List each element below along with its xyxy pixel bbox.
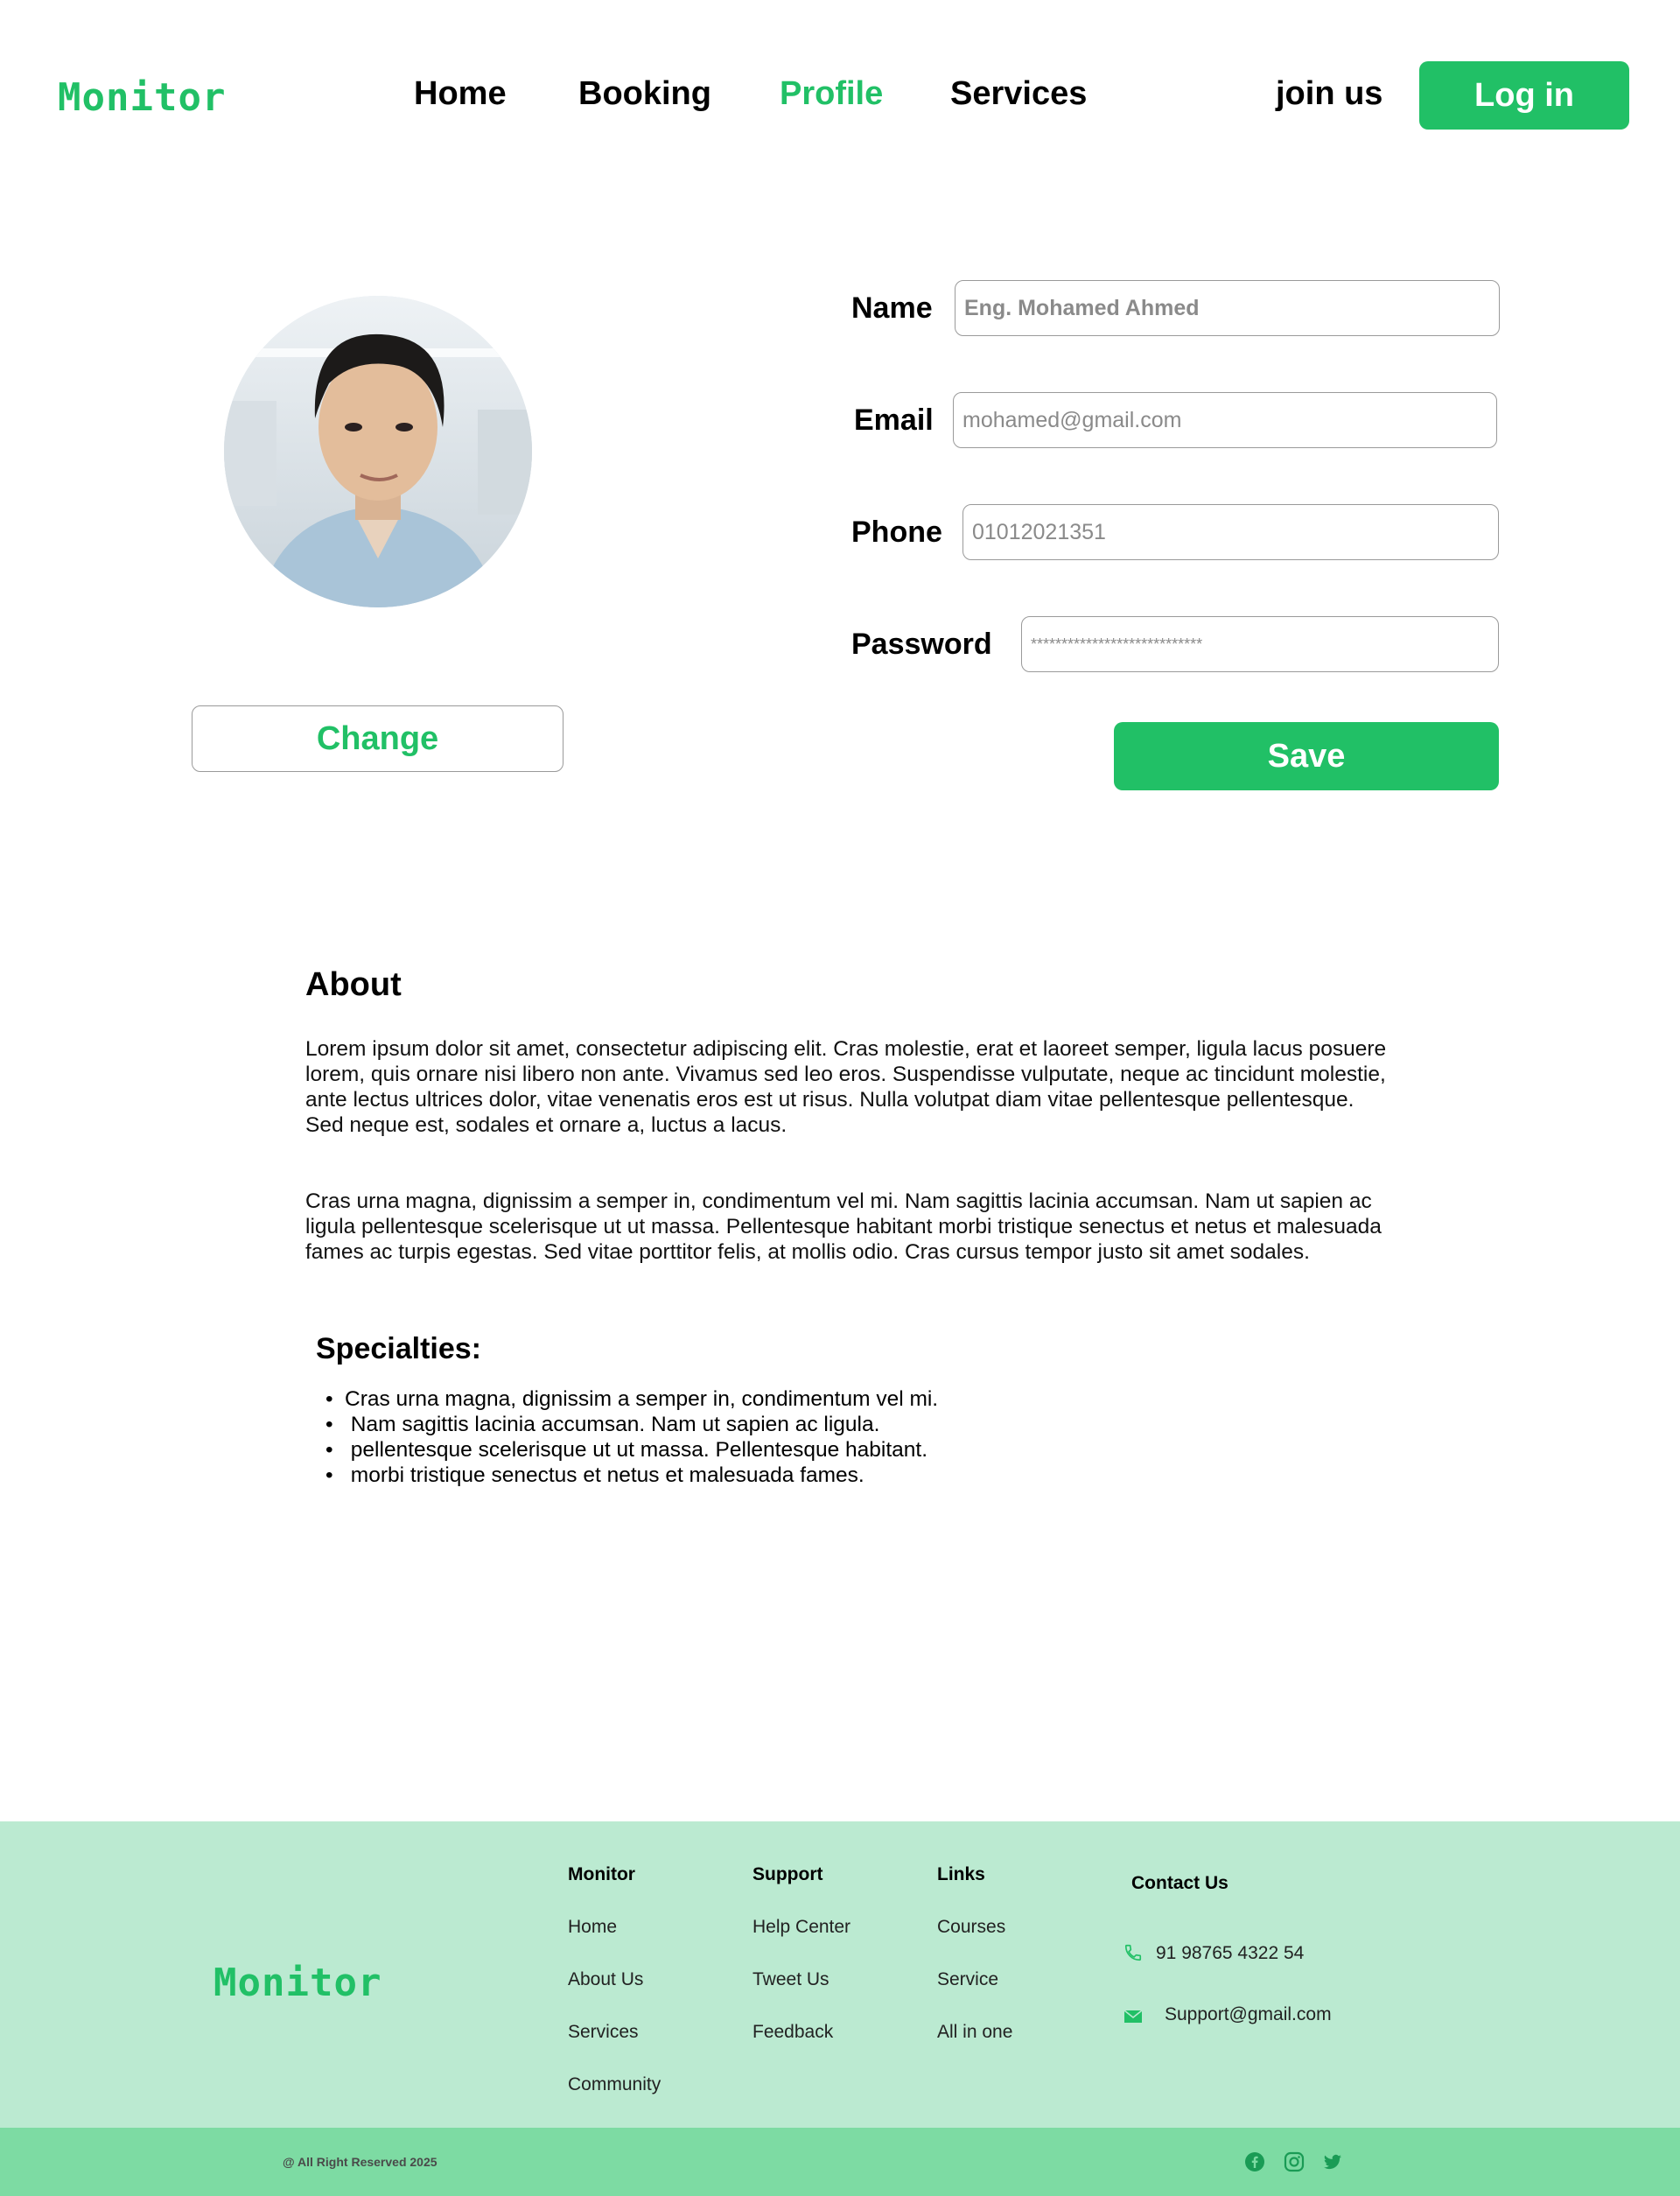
specialties-title: Specialties: [316, 1332, 481, 1365]
footer-col-support-title: Support [752, 1864, 823, 1884]
password-input[interactable] [1021, 616, 1499, 672]
nav-home[interactable]: Home [414, 75, 507, 112]
footer-link-tweet-us[interactable]: Tweet Us [752, 1969, 830, 1989]
about-paragraph-1: Lorem ipsum dolor sit amet, consectetur adipiscing elit. Cras molestie, erat et laoreet semper, ligula lacus posuere lorem, quis ornare nisi libero non ante. Vivamus sed leo eros. Suspendisse vulputate, neque ac tincidunt molestie, ante lectus ultrices dolor, vitae venenatis eros est ut risus. Nulla volutpat diam vitae pellentesque pellentesque. Sed neque est, sodales et ornare a, luctus a lacus. [305, 1037, 1387, 1137]
about-title: About [305, 966, 402, 1003]
list-item: • Nam sagittis lacinia accumsan. Nam ut sapien ac ligula. [326, 1413, 880, 1436]
phone-input[interactable] [962, 504, 1499, 560]
profile-photo [224, 296, 532, 607]
footer-link-home[interactable]: Home [568, 1917, 618, 1937]
contact-email: Support@gmail.com [1165, 2004, 1332, 2024]
nav-profile[interactable]: Profile [780, 75, 884, 112]
footer-link-feedback[interactable]: Feedback [752, 2022, 834, 2042]
login-button[interactable]: Log in [1419, 61, 1629, 130]
footer-link-services[interactable]: Services [568, 2022, 639, 2042]
change-photo-button[interactable]: Change [192, 705, 564, 772]
footer-contact-title: Contact Us [1131, 1873, 1228, 1893]
email-input[interactable] [953, 392, 1497, 448]
avatar [224, 296, 532, 607]
name-label: Name [851, 291, 933, 325]
nav-booking[interactable]: Booking [578, 75, 711, 112]
footer-link-service[interactable]: Service [937, 1969, 999, 1989]
copyright-text: @ All Right Reserved 2025 [283, 2155, 438, 2169]
footer-logo[interactable]: Monitor [214, 1961, 382, 2005]
list-item: • pellentesque scelerisque ut ut massa. Pellentesque habitant. [326, 1438, 928, 1462]
nav-services[interactable]: Services [950, 75, 1088, 112]
contact-phone: 91 98765 4322 54 [1156, 1943, 1305, 1963]
join-us-link[interactable]: join us [1276, 75, 1383, 112]
list-item: • Cras urna magna, dignissim a semper in, condimentum vel mi. [326, 1387, 939, 1411]
phone-icon [1124, 1943, 1143, 1967]
list-item: • morbi tristique senectus et netus et malesuada fames. [326, 1463, 864, 1487]
bottom-bar [0, 2128, 1680, 2196]
email-label: Email [854, 403, 934, 437]
footer-col-links-title: Links [937, 1864, 985, 1884]
save-button[interactable]: Save [1114, 722, 1499, 790]
footer-col-monitor-title: Monitor [568, 1864, 635, 1884]
footer-link-all-in-one[interactable]: All in one [937, 2022, 1013, 2042]
password-label: Password [851, 628, 992, 661]
footer-link-courses[interactable]: Courses [937, 1917, 1006, 1937]
name-input[interactable] [955, 280, 1500, 336]
about-paragraph-2: Cras urna magna, dignissim a semper in, condimentum vel mi. Nam sagittis lacinia accumsan. Nam ut sapien ac ligula pellentesque scelerisque ut ut massa. Pellentesque habitant morbi tristique senectus et netus et malesuada fames ac turpis egestas. Sed vitae porttitor felis, at mollis odio. Cras cursus tempor justo sit amet sodales. [305, 1189, 1382, 1264]
logo[interactable]: Monitor [58, 75, 227, 120]
specialties-list [326, 1386, 938, 1488]
footer-link-about-us[interactable]: About Us [568, 1969, 644, 1989]
mail-icon [1124, 2009, 1143, 2029]
phone-label: Phone [851, 516, 942, 549]
footer-link-community[interactable]: Community [568, 2074, 662, 2094]
facebook-icon[interactable] [1244, 2151, 1265, 2172]
instagram-icon[interactable] [1284, 2151, 1305, 2172]
twitter-icon[interactable] [1322, 2151, 1343, 2172]
footer-link-help-center[interactable]: Help Center [752, 1917, 851, 1937]
